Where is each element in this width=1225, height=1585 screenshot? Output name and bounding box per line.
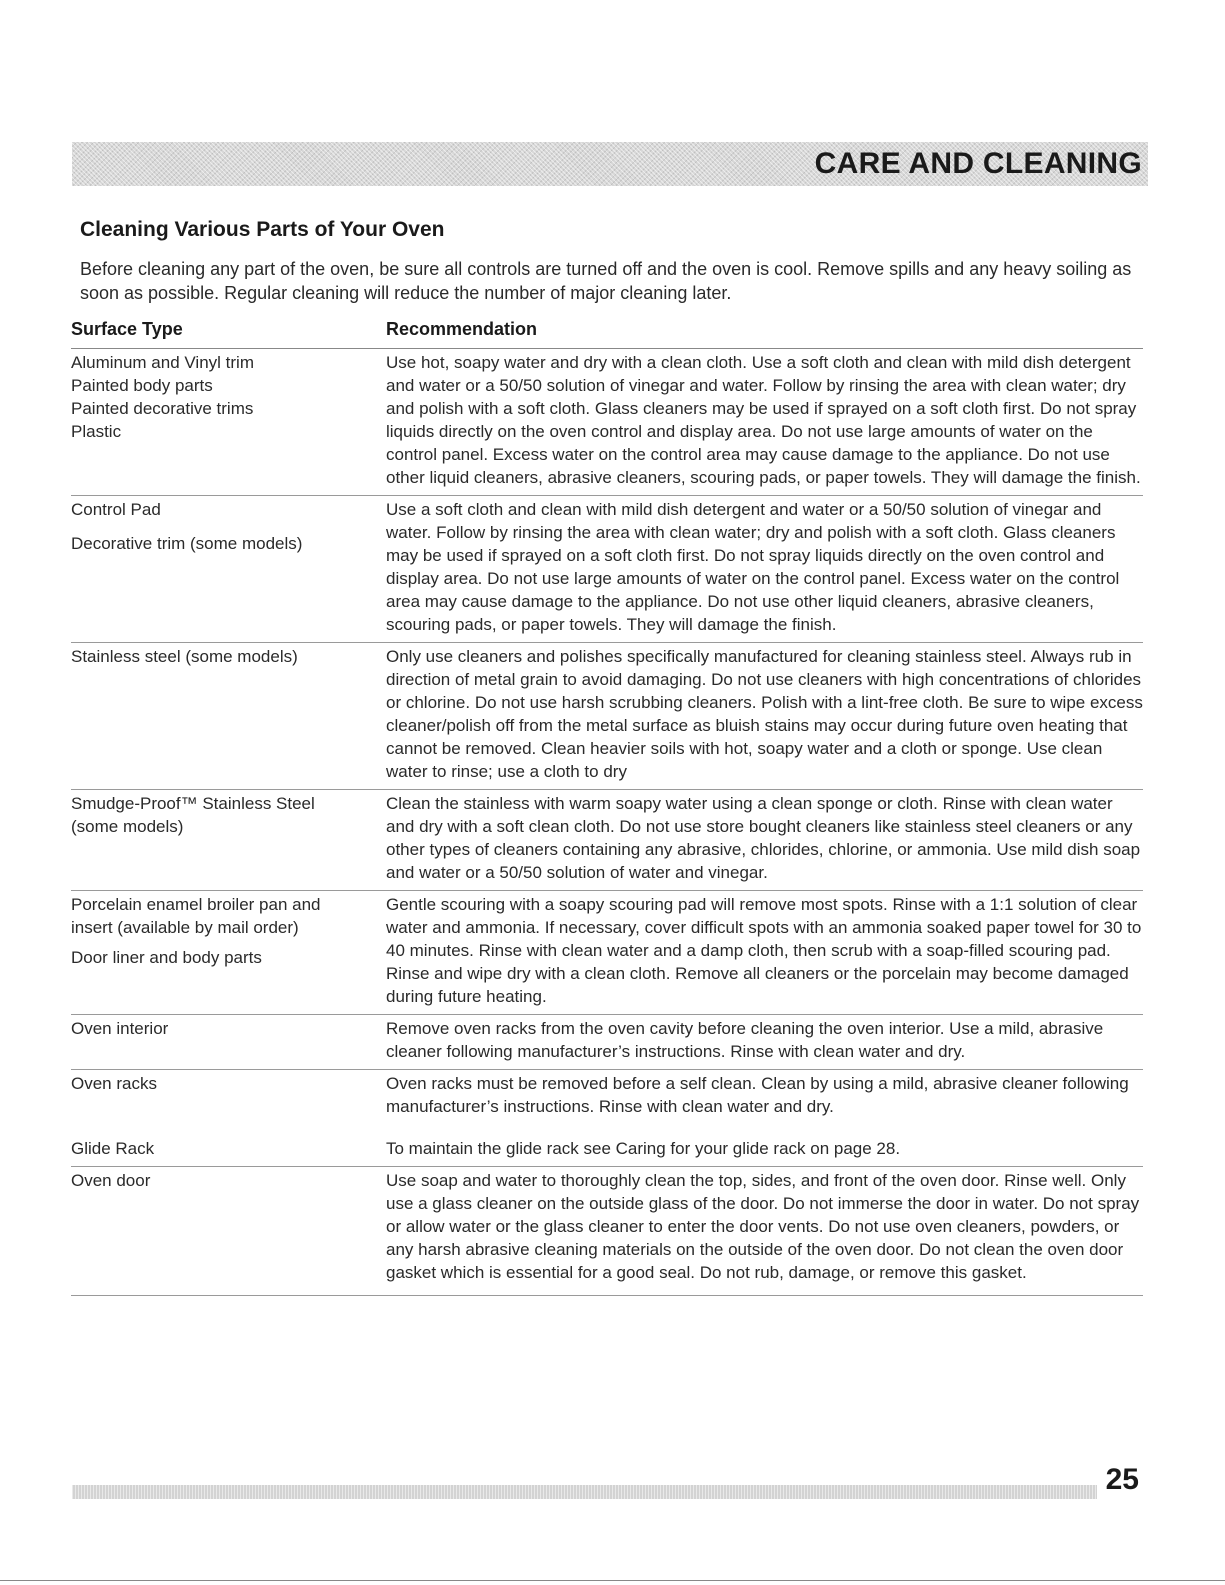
section-title: Cleaning Various Parts of Your Oven	[80, 218, 445, 241]
surface-cell	[71, 1135, 386, 1166]
surface-label: Aluminum and Vinyl trim	[71, 353, 254, 372]
recommendation-cell: Gentle scouring with a soapy scouring pad will remove most spots. Rinse with a 1:1 solution of clear water and ammonia. If necessary, cover difficult spots with an ammonia soaked paper towel for 30 to 40 minutes. Rinse with clean water and a damp cloth, then scrub with a soap-filled scouring pad. Rinse and wipe dry with a clean cloth. Remove all cleaners or the porcelain may become damaged during future heating.	[386, 895, 1142, 1006]
surface-label: Door liner and body parts	[71, 948, 262, 967]
surface-cell	[71, 643, 386, 789]
banner-title: CARE AND CLEANING	[814, 147, 1142, 180]
table-row	[71, 1015, 1143, 1070]
recommendation-cell: To maintain the glide rack see Caring for your glide rack on page 28.	[386, 1139, 901, 1158]
surface-cell	[71, 496, 386, 642]
surface-label: Painted decorative trims	[71, 399, 254, 418]
recommendation-cell: Oven racks must be removed before a self clean. Clean by using a mild, abrasive cleaner following manufacturer’s instructions. Rinse with clean water and dry.	[386, 1074, 1129, 1116]
table-row	[71, 496, 1143, 643]
intro-paragraph: Before cleaning any part of the oven, be sure all controls are turned off and the oven is cool. Remove spills and any heavy soiling as soon as possible. Regular cleaning will reduce the number of major cleaning later.	[80, 259, 1132, 303]
table-row	[71, 891, 1143, 1015]
recommendation-cell: Use soap and water to thoroughly clean the top, sides, and front of the oven door. Rinse well. Only use a glass cleaner on the outside glass of the door. Do not immerse the door in water. Do not spray or allow water or the glass cleaner to enter the door vents. Do not use oven cleaners, powders, or any harsh abrasive cleaning materials on the outside of the oven door. Do not clean the oven door gasket which is essential for a good seal. Do not rub, damage, or remove this gasket.	[386, 1171, 1140, 1282]
surface-label: Oven interior	[71, 1019, 169, 1038]
section-banner	[72, 142, 1148, 186]
surface-cell	[71, 1070, 386, 1124]
surface-label: Stainless steel (some models)	[71, 647, 298, 666]
page-number: 25	[1105, 1463, 1139, 1496]
surface-cell	[71, 1167, 386, 1290]
header-surface-type: Surface Type	[71, 319, 183, 339]
recommendation-cell: Use hot, soapy water and dry with a clean cloth. Use a soft cloth and clean with mild dish detergent and water or a 50/50 solution of vinegar and water. Follow by rinsing the area with clean water; dry and polish with a soft cloth. Glass cleaners may be used if sprayed on a soft cloth first. Do not spray liquids directly on the oven control and display area. Do not use large amounts of water on the control panel. Excess water on the control area may cause damage to the appliance. Do not use other liquid cleaners, abrasive cleaners, scouring pads, or paper towels. They will damage the finish.	[386, 353, 1141, 487]
surface-cell	[71, 1015, 386, 1069]
surface-label: Decorative trim (some models)	[71, 534, 303, 553]
surface-label: insert (available by mail order)	[71, 918, 299, 937]
table-row	[71, 1070, 1143, 1135]
surface-label: Control Pad	[71, 500, 161, 519]
surface-label: Glide Rack	[71, 1139, 155, 1158]
surface-label: (some models)	[71, 817, 184, 836]
recommendation-cell: Use a soft cloth and clean with mild dish detergent and water or a 50/50 solution of vinegar and water. Follow by rinsing the area with clean water; dry and polish with a soft cloth. Glass cleaners may be used if sprayed on a soft cloth first. Do not spray liquids directly on the oven control and display area. Do not use large amounts of water on the control panel. Excess water on the control area may cause damage to the appliance. Do not use other liquid cleaners, abrasive cleaners, scouring pads, or paper towels. They will damage the finish.	[386, 500, 1120, 634]
recommendation-cell: Clean the stainless with warm soapy water using a clean sponge or cloth. Rinse with clean water and dry with a soft clean cloth. Do not use store bought cleaners like stainless steel cleaners or any other types of cleaners containing any abrasive, chlorides, chlorine, or ammonia. Use mild dish soap and water or a 50/50 solution of water and vinegar.	[386, 794, 1141, 882]
recommendation-cell: Remove oven racks from the oven cavity before cleaning the oven interior. Use a mild, abrasive cleaner following manufacturer’s instructions. Rinse with clean water and dry.	[386, 1019, 1104, 1061]
surface-cell	[71, 891, 386, 1014]
surface-label: Oven door	[71, 1171, 151, 1190]
table-header	[71, 319, 1143, 349]
footer-bar	[72, 1485, 1097, 1499]
page-edge-divider	[0, 1580, 1225, 1581]
surface-label: Oven racks	[71, 1074, 157, 1093]
recommendation-cell: Only use cleaners and polishes specifically manufactured for cleaning stainless steel. Always rub in direction of metal grain to avoid damaging. Do not use cleaners with high concentrations of chlorides or chlorine. Do not use harsh scrubbing cleaners. Polish with a lint-free cloth. Be sure to wipe excess cleaner/polish off from the metal surface as bluish stains may occur during future oven heating that cannot be removed. Clean heavier soils with hot, soapy water and a cloth or sponge. Use clean water to rinse; use a cloth to dry	[386, 647, 1143, 781]
surface-label: Plastic	[71, 422, 122, 441]
cleaning-table	[71, 319, 1143, 1296]
surface-label: Porcelain enamel broiler pan and	[71, 895, 321, 914]
header-recommendation: Recommendation	[386, 319, 538, 339]
table-row	[71, 643, 1143, 790]
table-row	[71, 1135, 1143, 1167]
table-row	[71, 790, 1143, 891]
surface-label: Smudge-Proof™ Stainless Steel	[71, 794, 315, 813]
surface-label: Painted body parts	[71, 376, 213, 395]
table-row	[71, 1167, 1143, 1296]
table-row	[71, 349, 1143, 496]
surface-cell	[71, 349, 386, 495]
surface-cell	[71, 790, 386, 890]
